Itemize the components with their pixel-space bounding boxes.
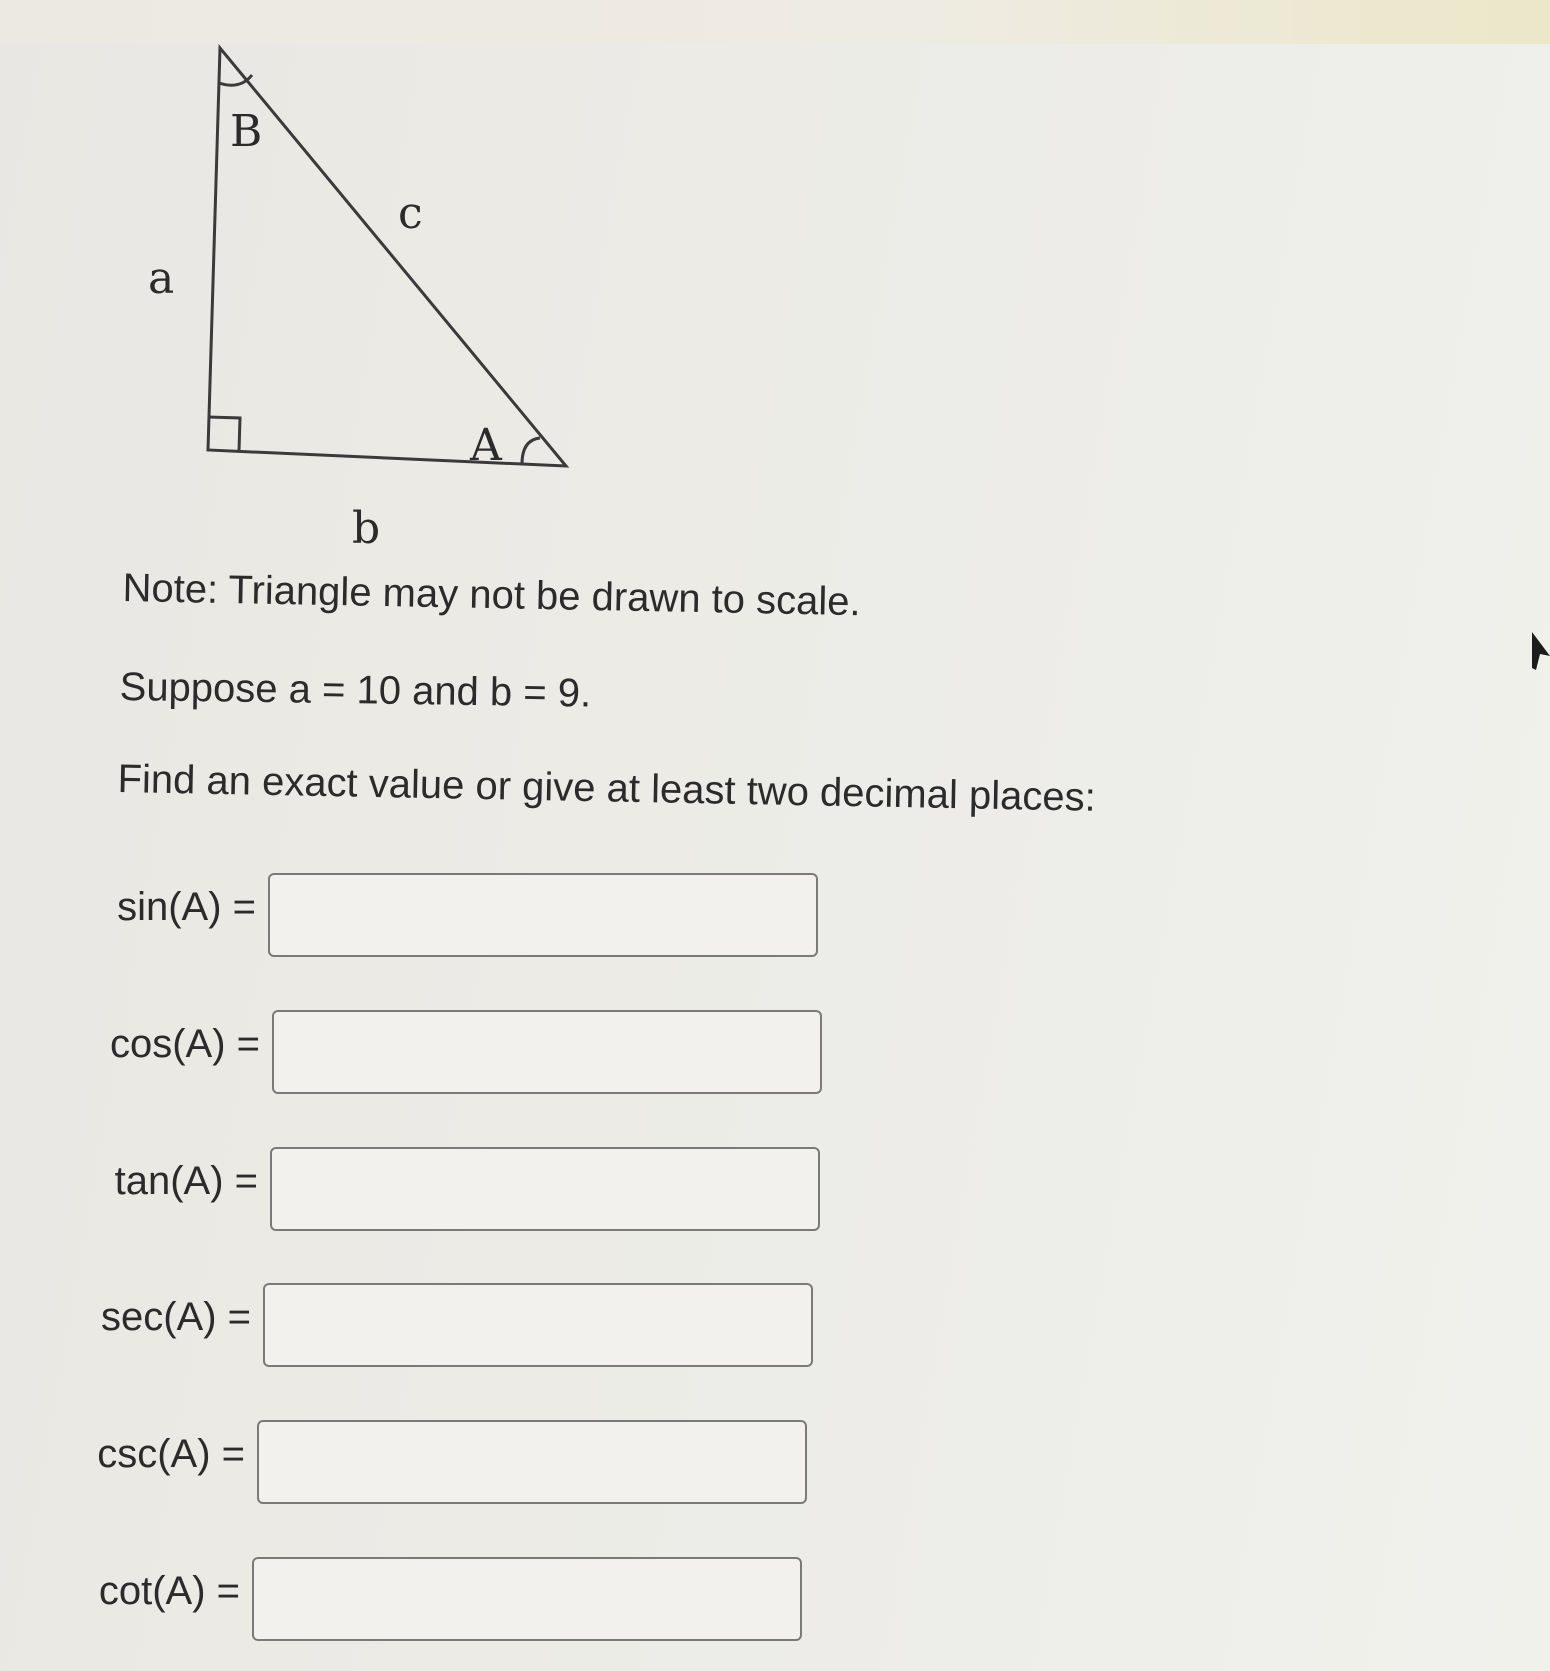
angle-b-arc <box>219 75 252 85</box>
sin-label: sin(A) = <box>117 885 256 929</box>
vertex-b-label: B <box>230 106 263 157</box>
note-text: Note: Triangle may not be drawn to scale. <box>122 566 862 625</box>
sin-input[interactable] <box>268 873 818 957</box>
cos-label: cos(A) = <box>109 1022 260 1066</box>
top-band <box>0 0 1550 44</box>
mouse-pointer-icon <box>1532 632 1550 677</box>
tan-input[interactable] <box>270 1147 820 1231</box>
side-c-label: c <box>398 188 423 239</box>
cos-input[interactable] <box>272 1010 822 1094</box>
triangle-diagram <box>130 40 600 554</box>
tan-label: tan(A) = <box>114 1159 258 1203</box>
triangle-svg <box>130 40 600 554</box>
vertex-a-label: A <box>470 420 502 471</box>
csc-input[interactable] <box>257 1420 807 1504</box>
right-angle-marker <box>208 417 240 451</box>
sec-label: sec(A) = <box>100 1295 251 1339</box>
side-a-label: a <box>148 253 175 304</box>
sec-input[interactable] <box>263 1283 813 1367</box>
side-b-label: b <box>352 503 381 554</box>
cot-label: cot(A) = <box>98 1569 240 1613</box>
angle-a-arc <box>522 438 540 464</box>
instructions-text: Find an exact value or give at least two decimal places: <box>117 757 1097 820</box>
cot-input[interactable] <box>252 1557 802 1641</box>
suppose-text: Suppose a = 10 and b = 9. <box>119 665 592 716</box>
csc-label: csc(A) = <box>97 1432 245 1476</box>
